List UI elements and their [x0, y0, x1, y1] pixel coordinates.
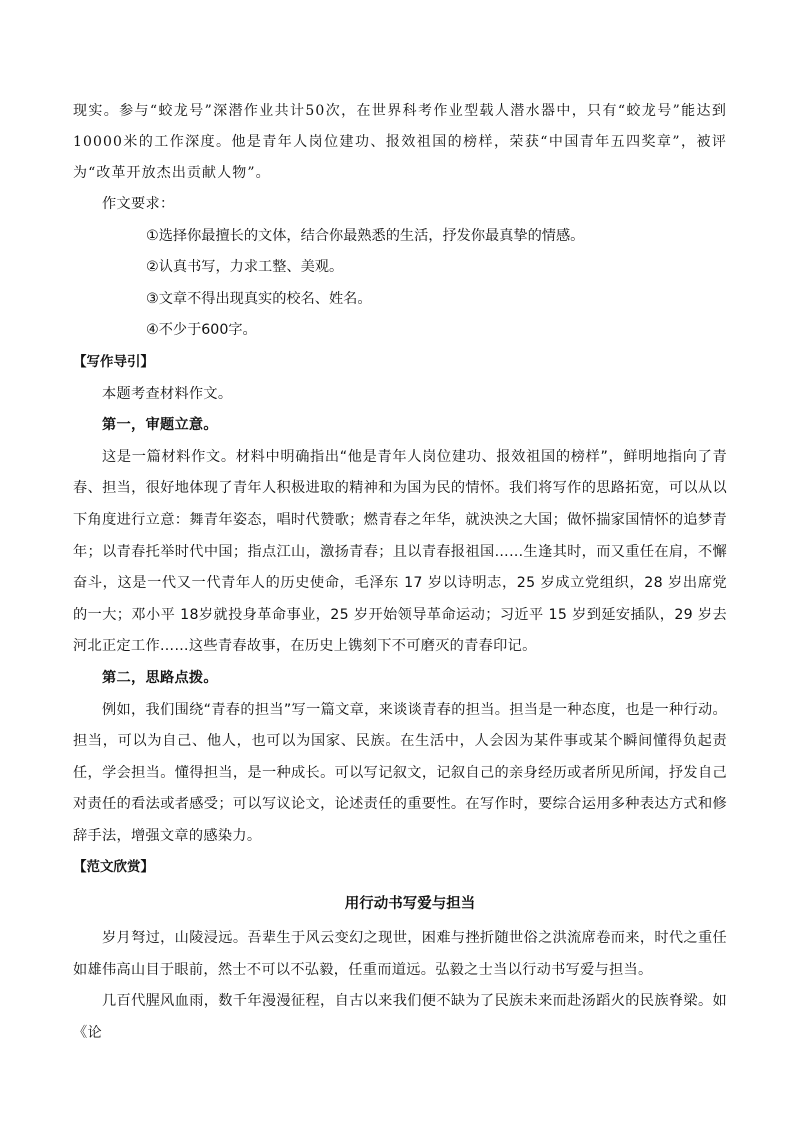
guide-part1-text: 这是一篇材料作文。材料中明确指出“他是青年人岗位建功、报效祖国的榜样”，鲜明地指向了青春、担当，很好地体现了青年人积极进取的精神和为国为民的情怀。我们将写作的思路拓宽，可以从以下角度进行立意：舞青年姿态，唱时代赞歌；燃青春之年华，就泱泱之大国；做怀揣家国情怀的追梦青年；以青春托举时代中国；指点江山，激扬青春；且以青春报祖国……生逢其时，而又重任在肩，不懈奋斗，这是一代又一代青年人的历史使命，毛泽东 17 岁以诗明志，25 岁成立党组织，28 岁出席党的一大；邓小平 18岁就投身革命事业，25 岁开始领导革命运动；习近平 15 岁到延安插队，29 岁去河北正定工作……这些青春故事，在历史上镌刻下不可磨灭的青春印记。: [73, 448, 727, 655]
requirement-item: ③文章不得出现真实的校名、姓名。: [146, 290, 372, 307]
requirement-item: ④不少于600字。: [146, 322, 257, 339]
guide-part2-heading: 第二，思路点拨。: [102, 669, 218, 686]
material-intro: 现实。参与“蛟龙号”深潜作业共计50次，在世界科考作业型载人潜水器中，只有“蛟龙号”能达到10000米的工作深度。他是青年人岗位建功、报效祖国的榜样，荣获“中国青年五四奖章”，被评为“改革开放杰出贡献人物”。: [73, 103, 727, 181]
writing-guide-label: 【写作导引】: [73, 353, 154, 370]
document-content: [73, 96, 727, 1049]
requirement-item: ②认真书写，力求工整、美观。: [146, 259, 344, 276]
sample-paragraph: 岁月弩过，山陵浸远。吾辈生于风云变幻之现世，困难与挫折随世俗之洪流席卷而来，时代之重任如雄伟高山目于眼前，然士不可以不弘毅，任重而道远。弘毅之士当以行动书写爱与担当。: [73, 930, 727, 978]
requirement-item: ①选择你最擅长的文体，结合你最熟悉的生活，抒发你最真挚的情感。: [146, 227, 585, 244]
sample-paragraph: 几百代腥风血雨，数千年漫漫征程，自古以来我们便不缺为了民族未来而赴汤蹈火的民族脊梁。如《论: [73, 993, 727, 1041]
guide-intro: 本题考查材料作文。: [102, 385, 233, 402]
sample-essay-label: 【范文欣赏】: [73, 859, 154, 876]
guide-part2-text: 例如，我们围绕“青春的担当”写一篇文章，来谈谈青春的担当。担当是一种态度，也是一种行动。担当，可以为自己、他人，也可以为国家、民族。在生活中，人会因为某件事或某个瞬间懂得负起责任，学会担当。懂得担当，是一种成长。可以写记叙文，记叙自己的亲身经历或者所见所闻，抒发自己对责任的看法或者感受；可以写议论文，论述责任的重要性。在写作时，要综合运用多种表达方式和修辞手法，增强文章的感染力。: [73, 701, 727, 844]
requirements-heading: 作文要求：: [102, 196, 175, 212]
guide-part1-heading: 第一，审题立意。: [102, 417, 218, 434]
sample-essay-title: 用行动书写爱与担当: [344, 896, 476, 913]
